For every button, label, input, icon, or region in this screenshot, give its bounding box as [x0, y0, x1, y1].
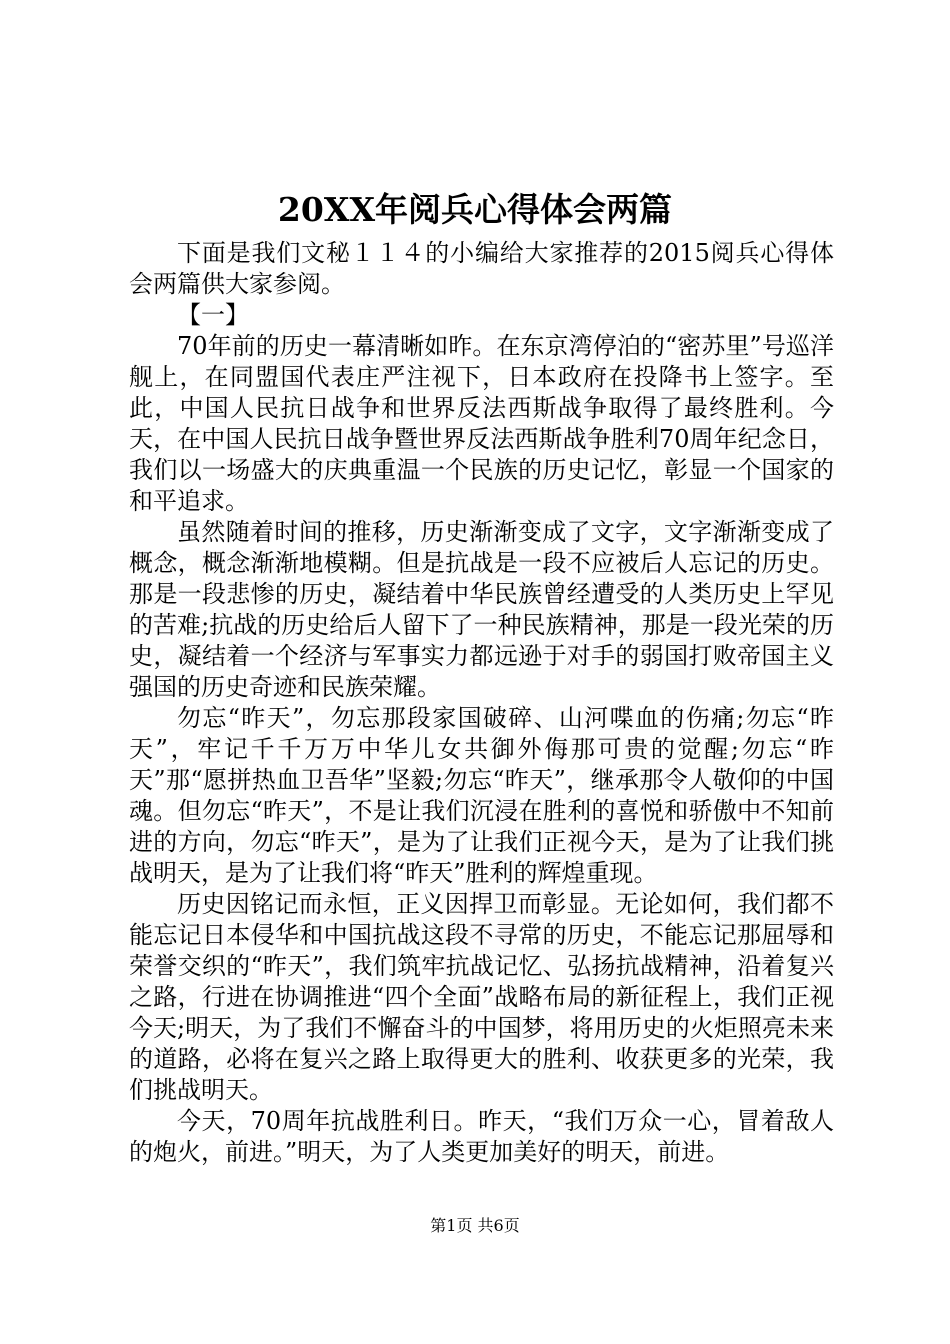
body-paragraph-3: 勿忘“昨天”，勿忘那段家国破碎、山河喋血的伤痛;勿忘“昨天”，牢记千千万万中华儿女共御外侮那可贵的觉醒;勿忘“昨天”那“愿拼热血卫吾华”坚毅;勿忘“昨天”，继承那令人敬仰的中国魂。但勿忘“昨天”，不是让我们沉浸在胜利的喜悦和骄傲中不知前进的方向，勿忘“昨天”，是为了让我们正视今天，是为了让我们挑战明天，是为了让我们将“昨天”胜利的辉煌重现。: [129, 704, 834, 887]
page-footer: 第1页 共6页: [430, 1216, 520, 1235]
body-paragraph-4: 历史因铭记而永恒，正义因捍卫而彰显。无论如何，我们都不能忘记日本侵华和中国抗战这段不寻常的历史，不能忘记那屈辱和荣誉交织的“昨天”，我们筑牢抗战记忆、弘扬抗战精神，沿着复兴之路，行进在协调推进“四个全面”战略布局的新征程上，我们正视今天;明天，为了我们不懈奋斗的中国梦，将用历史的火炬照亮未来的道路，必将在复兴之路上取得更大的胜利、收获更多的光荣，我们挑战明天。: [129, 890, 834, 1104]
section-heading: 【一】: [177, 301, 249, 329]
body-paragraph-5: 今天，70周年抗战胜利日。昨天，“我们万众一心，冒着敌人的炮火，前进。”明天，为了人类更加美好的明天，前进。: [129, 1107, 834, 1166]
body-paragraph-1: 70年前的历史一幕清晰如昨。在东京湾停泊的“密苏里”号巡洋舰上，在同盟国代表庄严注视下，日本政府在投降书上签字。至此，中国人民抗日战争和世界反法西斯战争取得了最终胜利。今天，在中国人民抗日战争暨世界反法西斯战争胜利70周年纪念日，我们以一场盛大的庆典重温一个民族的历史记忆，彰显一个国家的和平追求。: [129, 332, 834, 515]
document-body: [129, 238, 834, 1168]
intro-paragraph: 下面是我们文秘１１４的小编给大家推荐的2015阅兵心得体会两篇供大家参阅。: [129, 239, 834, 298]
body-paragraph-2: 虽然随着时间的推移，历史渐渐变成了文字，文字渐渐变成了概念，概念渐渐地模糊。但是抗战是一段不应被后人忘记的历史。那是一段悲惨的历史，凝结着中华民族曾经遭受的人类历史上罕见的苦难;抗战的历史给后人留下了一种民族精神，那是一段光荣的历史，凝结着一个经济与军事实力都远逊于对手的弱国打败帝国主义强国的历史奇迹和民族荣耀。: [129, 518, 834, 701]
document-title: 20XX年阅兵心得体会两篇: [277, 190, 673, 229]
